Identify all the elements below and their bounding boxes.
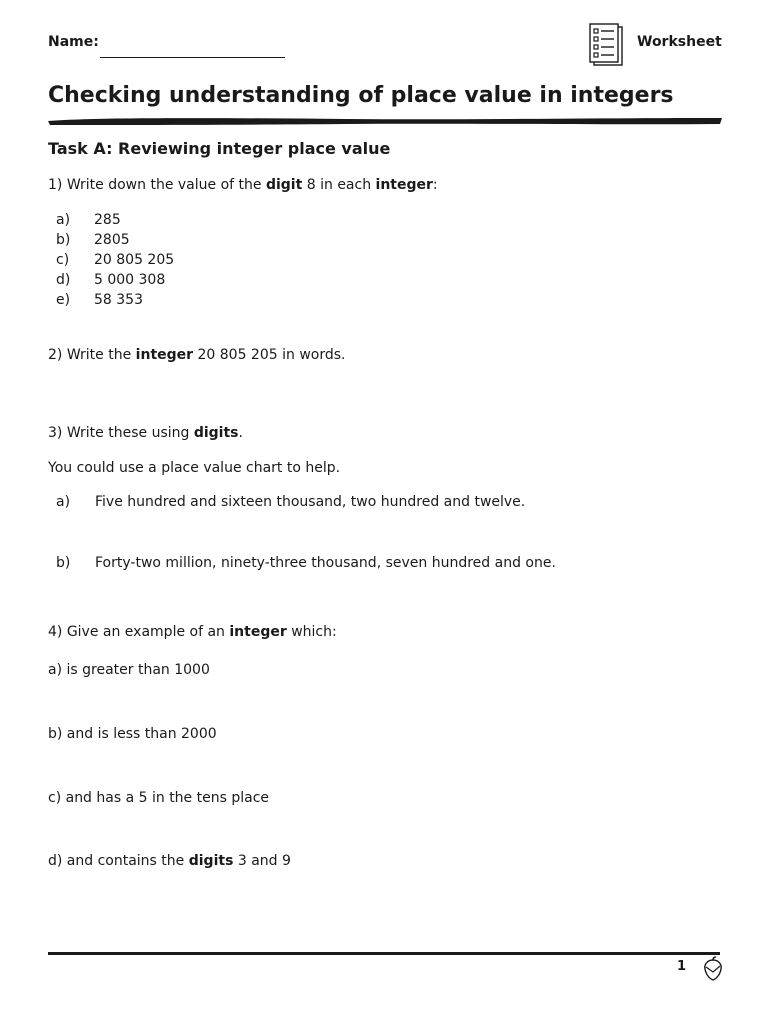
question-4c: c) and has a 5 in the tens place (48, 790, 270, 806)
title-underline (46, 114, 724, 128)
question-1: 1) Write down the value of the digit 8 in each integer: (48, 177, 438, 193)
worksheet-icon (586, 22, 628, 68)
list-item: e) 58 353 (56, 292, 143, 308)
name-input-line[interactable] (100, 57, 285, 58)
acorn-logo-icon (702, 956, 724, 982)
page-title: Checking understanding of place value in integers (48, 83, 674, 108)
question-4d: d) and contains the digits 3 and 9 (48, 853, 291, 869)
name-label: Name: (48, 34, 99, 50)
question-1-list (56, 210, 356, 310)
question-3a: a) Five hundred and sixteen thousand, two hundred and twelve. (56, 494, 526, 510)
page-number: 1 (677, 959, 687, 974)
list-item: c) 20 805 205 (56, 252, 175, 268)
list-item: b) 2805 (56, 232, 130, 248)
question-4: 4) Give an example of an integer which: (48, 624, 337, 640)
list-item: d) 5 000 308 (56, 272, 166, 288)
question-3: 3) Write these using digits. (48, 425, 243, 441)
footer-divider (48, 952, 720, 955)
question-3b: b) Forty-two million, ninety-three thousand, seven hundred and one. (56, 555, 556, 571)
question-3-hint: You could use a place value chart to help. (48, 460, 341, 476)
task-a-title: Task A: Reviewing integer place value (48, 139, 391, 158)
question-4a: a) is greater than 1000 (48, 662, 210, 678)
list-item: a) 285 (56, 212, 121, 228)
question-4b: b) and is less than 2000 (48, 726, 217, 742)
worksheet-label: Worksheet (637, 34, 722, 50)
question-2: 2) Write the integer 20 805 205 in words. (48, 347, 346, 363)
